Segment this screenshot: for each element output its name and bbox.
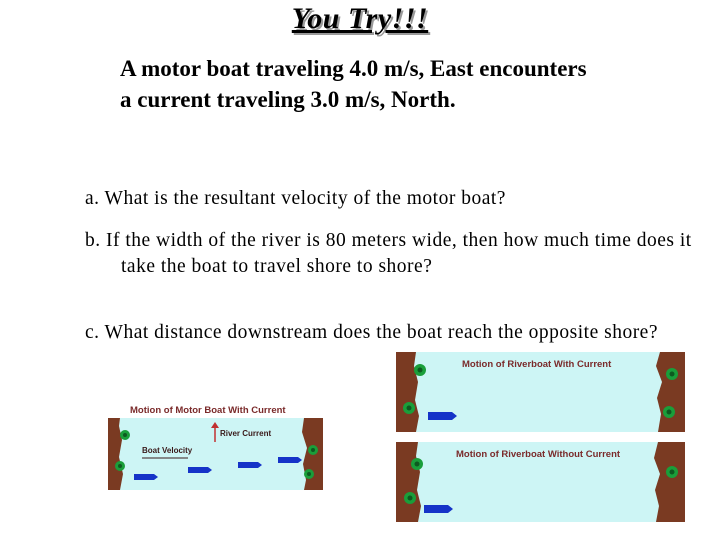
current-label: River Current — [220, 429, 272, 438]
tree-icon — [403, 402, 415, 414]
tree-icon — [304, 469, 314, 479]
question-b: b. If the width of the river is 80 meters wide, then how much time does it take the boat to travel shore to shore? — [85, 230, 692, 277]
boat-icon — [188, 467, 212, 473]
riverboat-with-current-figure — [396, 352, 685, 432]
with-current-caption: Motion of Riverboat With Current — [462, 359, 612, 370]
tree-icon — [411, 458, 423, 470]
without-current-caption: Motion of Riverboat Without Current — [456, 449, 621, 460]
boat-icon — [428, 412, 457, 420]
riverboat-without-current-figure — [396, 442, 685, 522]
tree-icon — [120, 430, 130, 440]
tree-icon — [666, 368, 678, 380]
motor-boat-figure — [108, 402, 323, 490]
tree-icon — [308, 445, 318, 455]
boat-icon — [134, 474, 158, 480]
question-a: a. What is the resultant velocity of the motor boat? — [85, 188, 506, 209]
velocity-label: Boat Velocity — [142, 446, 193, 455]
tree-icon — [404, 492, 416, 504]
tree-icon — [115, 461, 125, 471]
question-c: c. What distance downstream does the boat reach the opposite shore? — [85, 322, 658, 343]
boat-icon — [424, 505, 453, 513]
boat-icon — [238, 462, 262, 468]
tree-icon — [663, 406, 675, 418]
boat-icon — [278, 457, 302, 463]
tree-icon — [414, 364, 426, 376]
tree-icon — [666, 466, 678, 478]
problem-statement: A motor boat traveling 4.0 m/s, East encounters a current traveling 3.0 m/s, North. — [120, 56, 587, 112]
slide-title: You Try!!! — [291, 2, 429, 35]
motor-boat-caption: Motion of Motor Boat With Current — [130, 405, 286, 416]
